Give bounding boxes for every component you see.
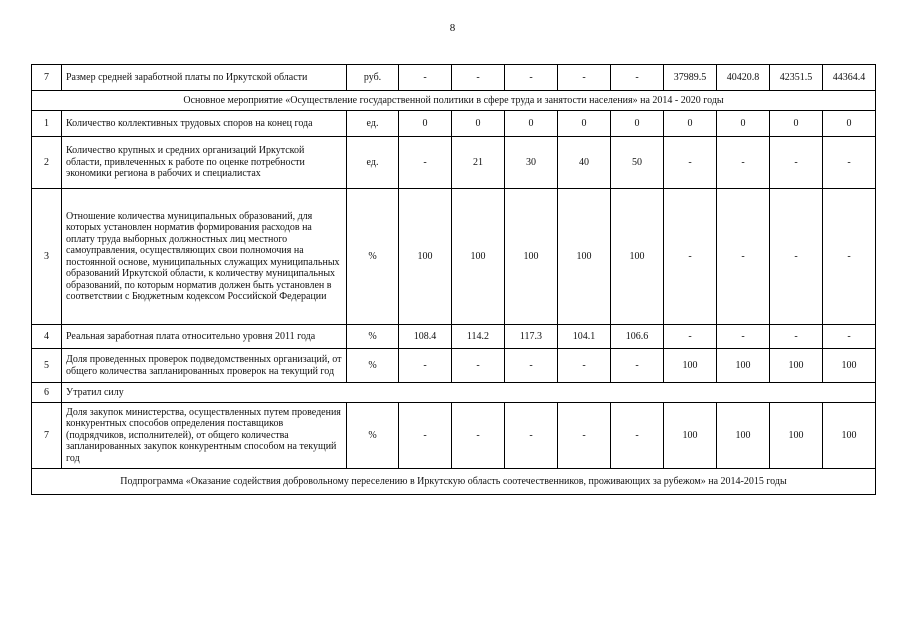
value-cell: 0 — [664, 111, 717, 137]
value-cell: - — [770, 137, 823, 189]
value-cell: - — [664, 189, 717, 325]
value-cell: - — [399, 65, 452, 91]
row-number: 2 — [32, 137, 62, 189]
unit: руб. — [347, 65, 399, 91]
value-cell: - — [505, 65, 558, 91]
value-cell: 100 — [505, 189, 558, 325]
table-body — [32, 65, 876, 495]
value-cell: 100 — [717, 349, 770, 383]
row-number: 3 — [32, 189, 62, 325]
indicators-table — [31, 64, 876, 495]
value-cell: 114.2 — [452, 325, 505, 349]
unit: ед. — [347, 111, 399, 137]
page-number: 8 — [449, 22, 456, 34]
value-cell: 100 — [664, 403, 717, 469]
row-number: 5 — [32, 349, 62, 383]
indicator-name: Доля закупок министерства, осуществленных путем проведения конкурентных способов определения поставщиков (подрядчиков, исполнителей), от общего количества запланированных закупок конкурентным способом на текущий год — [62, 403, 347, 469]
unit: % — [347, 325, 399, 349]
table-row — [32, 403, 876, 469]
section-row — [32, 91, 876, 111]
indicator-name: Размер средней заработной платы по Иркутской области — [62, 65, 347, 91]
value-cell: - — [823, 189, 876, 325]
value-cell: 108.4 — [399, 325, 452, 349]
value-cell: 0 — [717, 111, 770, 137]
value-cell: 0 — [558, 111, 611, 137]
indicator-name: Доля проведенных проверок подведомственных организаций, от общего количества запланированных проверок на текущий год — [62, 349, 347, 383]
indicator-name: Отношение количества муниципальных образований, для которых установлен норматив формирования расходов на оплату труда выборных должностных лиц местного самоуправления, осуществляющих свои полномочия на постоянной основе, муниципальных служащих муниципальных образований Иркутской области, к количеству муниципальных образований, по которым норматив должен быть установлен в соответствии с Бюджетным кодексом Российской Федерации — [62, 189, 347, 325]
unit: ед. — [347, 137, 399, 189]
unit: % — [347, 189, 399, 325]
value-cell: 100 — [452, 189, 505, 325]
unit: % — [347, 403, 399, 469]
value-cell: - — [452, 65, 505, 91]
table-row — [32, 325, 876, 349]
value-cell: 100 — [823, 403, 876, 469]
value-cell: 100 — [399, 189, 452, 325]
value-cell: - — [505, 349, 558, 383]
value-cell: 42351.5 — [770, 65, 823, 91]
value-cell: - — [452, 349, 505, 383]
value-cell: 100 — [611, 189, 664, 325]
value-cell: - — [558, 403, 611, 469]
row-number: 7 — [32, 403, 62, 469]
value-cell: 0 — [505, 111, 558, 137]
value-cell: - — [664, 325, 717, 349]
value-cell: 40420.8 — [717, 65, 770, 91]
value-cell: - — [823, 137, 876, 189]
indicator-name: Реальная заработная плата относительно уровня 2011 года — [62, 325, 347, 349]
value-cell: - — [611, 403, 664, 469]
value-cell: 100 — [770, 403, 823, 469]
value-cell: 100 — [717, 403, 770, 469]
table-row — [32, 349, 876, 383]
row-number: 1 — [32, 111, 62, 137]
section-title: Основное мероприятие «Осуществление государственной политики в сфере труда и занятости населения» на 2014 - 2020 годы — [32, 91, 876, 111]
value-cell: 100 — [770, 349, 823, 383]
section-row — [32, 469, 876, 495]
value-cell: - — [611, 349, 664, 383]
value-cell: 100 — [823, 349, 876, 383]
value-cell: 44364.4 — [823, 65, 876, 91]
value-cell: - — [399, 137, 452, 189]
row-number: 6 — [32, 383, 62, 403]
value-cell: - — [770, 325, 823, 349]
table-row — [32, 137, 876, 189]
value-cell: - — [399, 403, 452, 469]
value-cell: 0 — [399, 111, 452, 137]
value-cell: 106.6 — [611, 325, 664, 349]
value-cell: - — [558, 65, 611, 91]
table-row — [32, 383, 876, 403]
value-cell: - — [717, 137, 770, 189]
value-cell: 117.3 — [505, 325, 558, 349]
value-cell: - — [452, 403, 505, 469]
value-cell: - — [823, 325, 876, 349]
value-cell: 100 — [664, 349, 717, 383]
value-cell: - — [611, 65, 664, 91]
indicator-name: Количество коллективных трудовых споров на конец года — [62, 111, 347, 137]
section-title: Подпрограмма «Оказание содействия добровольному переселению в Иркутскую область соотечественников, проживающих за рубежом» на 2014-2015 годы — [32, 469, 876, 495]
value-cell: 50 — [611, 137, 664, 189]
table-row — [32, 189, 876, 325]
value-cell: 0 — [452, 111, 505, 137]
value-cell: - — [664, 137, 717, 189]
value-cell: 0 — [770, 111, 823, 137]
value-cell: - — [770, 189, 823, 325]
value-cell: 40 — [558, 137, 611, 189]
value-cell: - — [399, 349, 452, 383]
value-cell: 37989.5 — [664, 65, 717, 91]
indicator-name: Количество крупных и средних организаций Иркутской области, привлеченных к работе по оценке потребности экономики региона в рабочих и специалистах — [62, 137, 347, 189]
value-cell: 104.1 — [558, 325, 611, 349]
value-cell: - — [505, 403, 558, 469]
value-cell: 21 — [452, 137, 505, 189]
value-cell: 0 — [611, 111, 664, 137]
row-number: 7 — [32, 65, 62, 91]
value-cell: 100 — [558, 189, 611, 325]
value-cell: 0 — [823, 111, 876, 137]
indicator-name: Утратил силу — [62, 383, 876, 403]
value-cell: - — [717, 325, 770, 349]
row-number: 4 — [32, 325, 62, 349]
unit: % — [347, 349, 399, 383]
table-row — [32, 65, 876, 91]
value-cell: - — [717, 189, 770, 325]
value-cell: - — [558, 349, 611, 383]
value-cell: 30 — [505, 137, 558, 189]
table-row — [32, 111, 876, 137]
